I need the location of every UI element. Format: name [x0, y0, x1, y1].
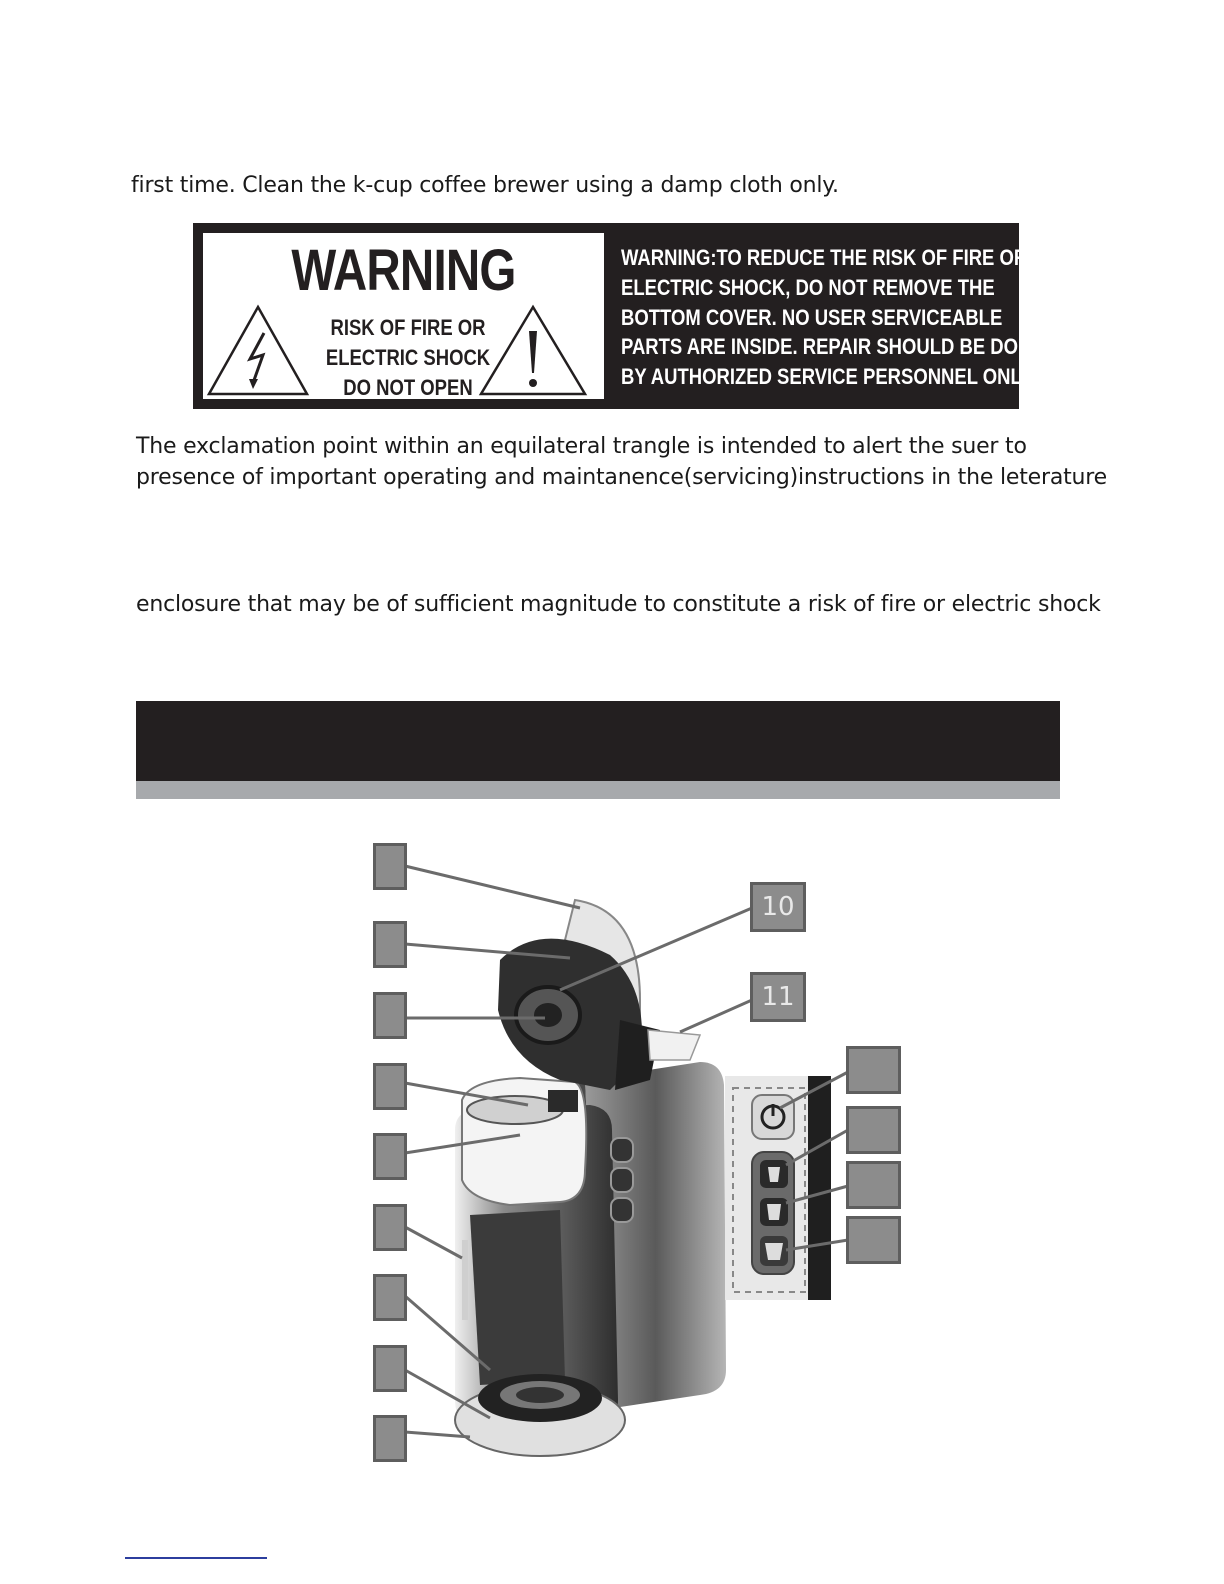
callout-7 — [373, 1274, 407, 1321]
warning-notice-line: WARNING:TO REDUCE THE RISK OF FIRE OR — [621, 245, 1028, 270]
warning-notice-line: BOTTOM COVER. NO USER SERVICEABLE — [621, 304, 1003, 330]
callout-2 — [373, 921, 407, 968]
footer-link-underline[interactable] — [125, 1557, 267, 1559]
intro-text: first time. Clean the k-cup coffee brewer using a damp cloth only. — [131, 173, 839, 198]
warning-title: WARNING — [291, 238, 516, 303]
brewer-lid — [498, 900, 700, 1090]
callout-3 — [373, 992, 407, 1039]
callout-8 — [373, 1345, 407, 1392]
warning-notice-line: PARTS ARE INSIDE. REPAIR SHOULD BE DONE — [621, 334, 1044, 360]
warning-subtitle-line: RISK OF FIRE OR — [330, 315, 486, 340]
warning-subtitle-line: DO NOT OPEN — [343, 375, 473, 400]
warning-notice-line: ELECTRIC SHOCK, DO NOT REMOVE THE — [621, 274, 995, 300]
callout-4 — [373, 1063, 407, 1110]
callout-1 — [373, 843, 407, 890]
callout-12 — [846, 1046, 901, 1094]
callout-11: 11 — [750, 972, 806, 1022]
callout-10: 10 — [750, 882, 806, 932]
callout-15 — [846, 1216, 901, 1264]
callout-6 — [373, 1204, 407, 1251]
callout-13 — [846, 1106, 901, 1154]
paragraph-line: The exclamation point within an equilateral trangle is intended to alert the suer to — [136, 434, 1027, 459]
control-panel-inset — [725, 1076, 831, 1300]
warning-notice-line: BY AUTHORIZED SERVICE PERSONNEL ONLY — [621, 364, 1033, 390]
callout-9 — [373, 1415, 407, 1462]
callout-5 — [373, 1133, 407, 1180]
callout-14 — [846, 1161, 901, 1209]
enclosure-paragraph: enclosure that may be of sufficient magnitude to constitute a risk of fire or electric shock — [136, 592, 1101, 617]
paragraph-line: presence of important operating and maintanence(servicing)instructions in the leterature — [136, 465, 1107, 490]
warning-subtitle-line: ELECTRIC SHOCK — [325, 345, 491, 370]
brewer-body — [455, 1062, 726, 1456]
